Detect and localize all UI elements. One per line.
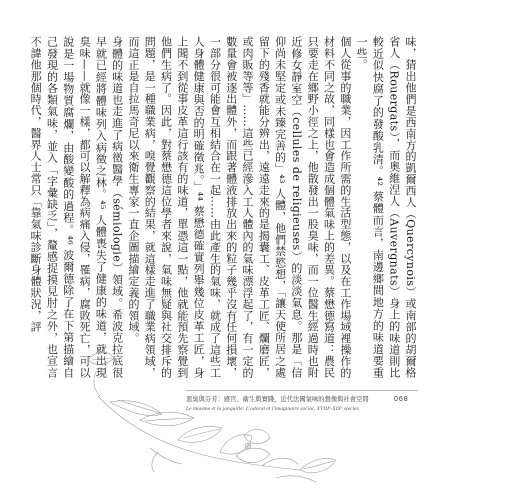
running-head-title: 惡臭與芬芳：感官、衛生與實踐，近代法國氣味的想像與社會空間 bbox=[186, 396, 369, 403]
running-head-subtitle: Le miasme et la jonquille: L'odorat et l'imaginaire social, XVIIIᵉ-XIXᵉ siècles bbox=[186, 406, 359, 412]
paragraph-2: 個人從事的職業，因工作所需的生活型態，以及在工作場域裡操作的材料不同之故，同樣也會造成個體氣味上的差異。蔡懋德寫道：農民只要走在鄉野小徑之上，他散發出一股臭味，而一位醫生經過時也附近修女靜室空（cellules de religieuses）的淡淡氣息。那是「信仰尚未堅定或未臻完善的」⁴³ 人體，他們禁慾想，「讓天使所居之處留下的殘香就能分辨出，遠遠走來的是揭囊工、皮革工匠、爛磨匠，或肉販等等」……這些已經滲入工人體內的氣味漂浮起了，有一定的數量會被逐出體外，而跟著體液排放出來的粒子幾乎沒有任何損壞，一部分很可能會互相結合在一起……由此產生的氣味，就成了這些工人身體健康與否的明確徵兆。」⁴⁴ 蔡懋德確實列舉幾位皮革工匠，身上聞不到從事皮革這行該有的味道，單憑這一點，他就能預先察覺到他們生病了。因此，對蔡懋德這位學者來說，氣味無疑與社交排斥的問題，是一種職業病，嗅覺觀察的結果，就這樣走進了職業病領域，而這正是自拉馬奇尼以來衛生專家一直企圖描繪定義的領域。 bbox=[126, 36, 352, 378]
paragraph-1: 味，猜出他們是西南方的凱爾西人（Quercynois）或南部的胡爾格省人（Rouergats），而奧維涅人（Auvergnats）身上的味道則比較近似快腐了的發酸乳清。⁴² 蔡體而言，南邊鄉間地方的味道要重一些。 bbox=[355, 36, 417, 378]
page-number: 068 bbox=[394, 396, 409, 403]
paragraph-3: 身體的味道也走進了病徵醫學（sémiologie）領域。希波克拉底很早就已經將體味列入病徵之林。⁴⁵ 人體喪失了健康的味道，就出現臭味——就像一樣，都可以解釋為病痛入侵，罹病，腐敗死亡，可以說是一場物質腐爛，由酸變酸的過程。⁴⁶ 波爾德除了在下第描繪自己發現的各類氣味，並入「字彙缺乏」，釐感捉摸見肘之外，也宣言不諱他那個時代，醫界人士常只「靠氣味診斷身體狀況，評 bbox=[29, 36, 124, 378]
footer-rule bbox=[186, 390, 418, 391]
body-text-column bbox=[29, 36, 418, 378]
